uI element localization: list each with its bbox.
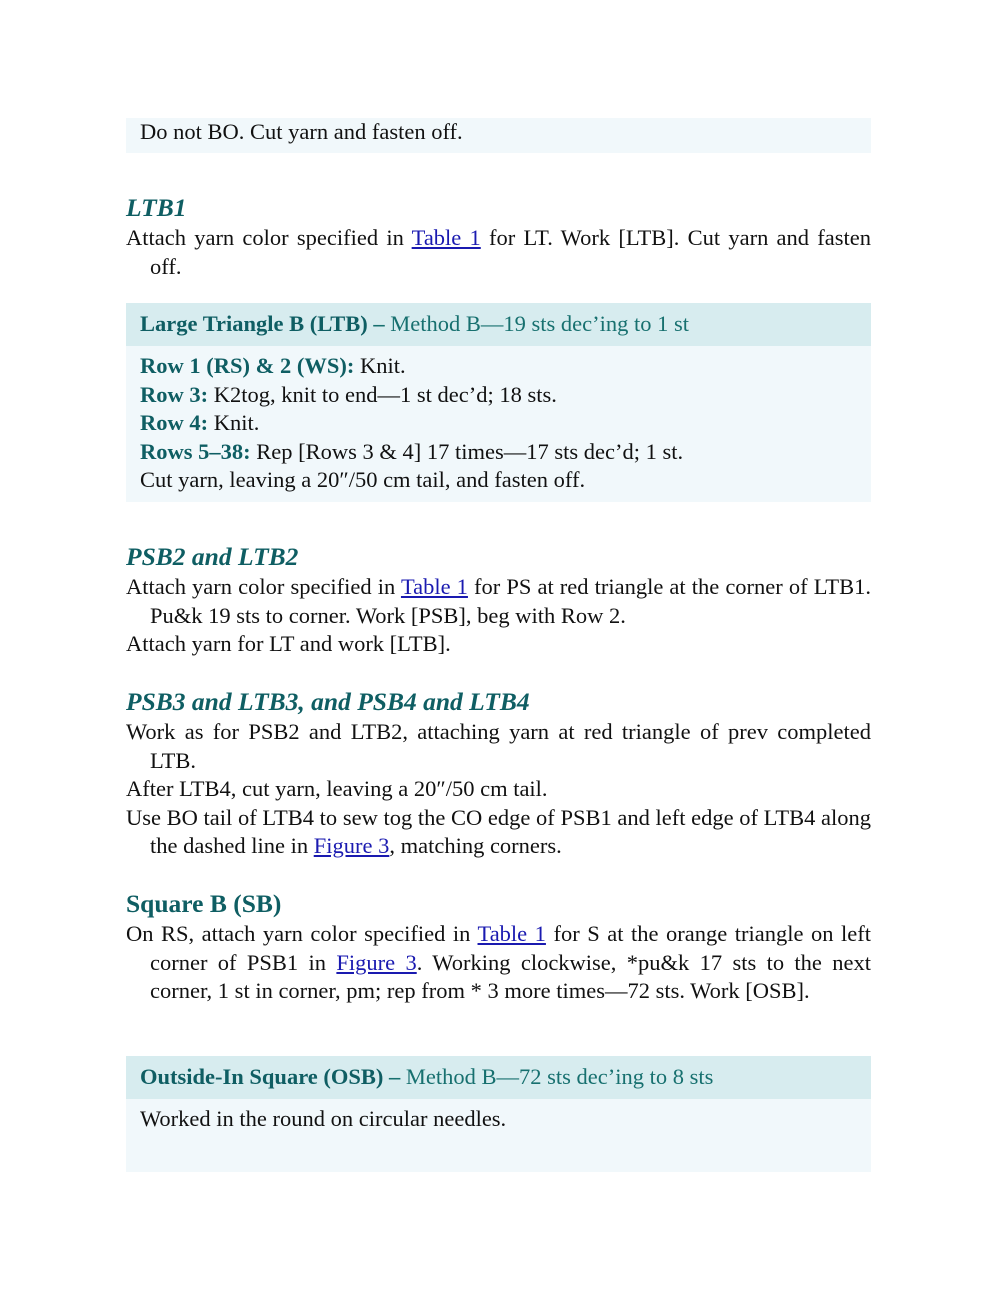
- psb3-paragraph-3: Use BO tail of LTB4 to sew tog the CO edge of PSB1 and left edge of LTB4 along the dashed line in Figure 3, matching corners.: [126, 804, 871, 858]
- section-square-b: [126, 888, 871, 1006]
- psb3-paragraph-2: After LTB4, cut yarn, leaving a 20″/50 cm tail.: [126, 776, 548, 801]
- row-line: Row 1 (RS) & 2 (WS): Knit.: [140, 353, 406, 378]
- top-note-box: [126, 118, 871, 153]
- ltb-box-subtitle: Method B—19 sts dec’ing to 1 st: [390, 311, 689, 336]
- ltb1-heading: LTB1: [126, 193, 187, 222]
- section-psb3-ltb3: [126, 686, 871, 861]
- sb-heading: Square B (SB): [126, 889, 282, 918]
- ltb-box-closing: Cut yarn, leaving a 20″/50 cm tail, and fasten off.: [140, 467, 586, 492]
- osb-pattern-box: [126, 1056, 871, 1172]
- row-line: Row 3: K2tog, knit to end—1 st dec’d; 18 sts.: [140, 381, 557, 407]
- psb2-heading: PSB2 and LTB2: [126, 542, 299, 571]
- table-1-link[interactable]: Table 1: [477, 921, 546, 946]
- row-line: Row 4: Knit.: [140, 410, 260, 435]
- top-note-text: Do not BO. Cut yarn and fasten off.: [140, 119, 463, 144]
- ltb-pattern-box: [126, 303, 871, 502]
- psb3-heading: PSB3 and LTB3, and PSB4 and LTB4: [126, 687, 530, 716]
- row-line: Rows 5–38: Rep [Rows 3 & 4] 17 times—17 sts dec’d; 1 st.: [140, 438, 684, 464]
- figure-3-link[interactable]: Figure 3: [336, 949, 417, 975]
- ltb-box-body: [126, 346, 871, 502]
- osb-box-text: Worked in the round on circular needles.: [140, 1106, 507, 1131]
- figure-3-link[interactable]: Figure 3: [313, 833, 390, 858]
- section-ltb1: [126, 192, 871, 281]
- section-psb2-ltb2: [126, 541, 871, 659]
- osb-box-body: [126, 1099, 871, 1141]
- psb2-paragraph-1: Attach yarn color specified in Table 1 for PS at red triangle at the corner of LTB1. Pu&k 19 sts to corner. Work [PSB], beg with Row 2.: [126, 574, 871, 628]
- osb-box-title: Outside-In Square (OSB): [140, 1064, 384, 1089]
- psb2-paragraph-2: Attach yarn for LT and work [LTB].: [126, 631, 451, 656]
- table-1-link[interactable]: Table 1: [411, 225, 481, 250]
- psb3-paragraph-1: Work as for PSB2 and LTB2, attaching yarn at red triangle of prev completed LTB.: [126, 719, 871, 773]
- table-1-link[interactable]: Table 1: [400, 574, 468, 599]
- osb-box-header: Outside-In Square (OSB) – Method B—72 sts dec’ing to 8 sts: [126, 1056, 871, 1099]
- sb-paragraph: On RS, attach yarn color specified in Table 1 for S at the orange triangle on left corner of PSB1 in Figure 3. Working clockwise, *pu&k 17 sts to the next corner, 1 st in corner, pm; rep from * 3 more times—72 sts. Work [OSB].: [126, 921, 871, 1003]
- osb-box-subtitle: Method B—72 sts dec’ing to 8 sts: [405, 1064, 714, 1089]
- ltb-box-header: Large Triangle B (LTB) – Method B—19 sts dec’ing to 1 st: [126, 303, 871, 346]
- ltb1-paragraph: Attach yarn color specified in Table 1 for LT. Work [LTB]. Cut yarn and fasten off.: [126, 225, 871, 279]
- ltb-box-title: Large Triangle B (LTB): [140, 311, 368, 336]
